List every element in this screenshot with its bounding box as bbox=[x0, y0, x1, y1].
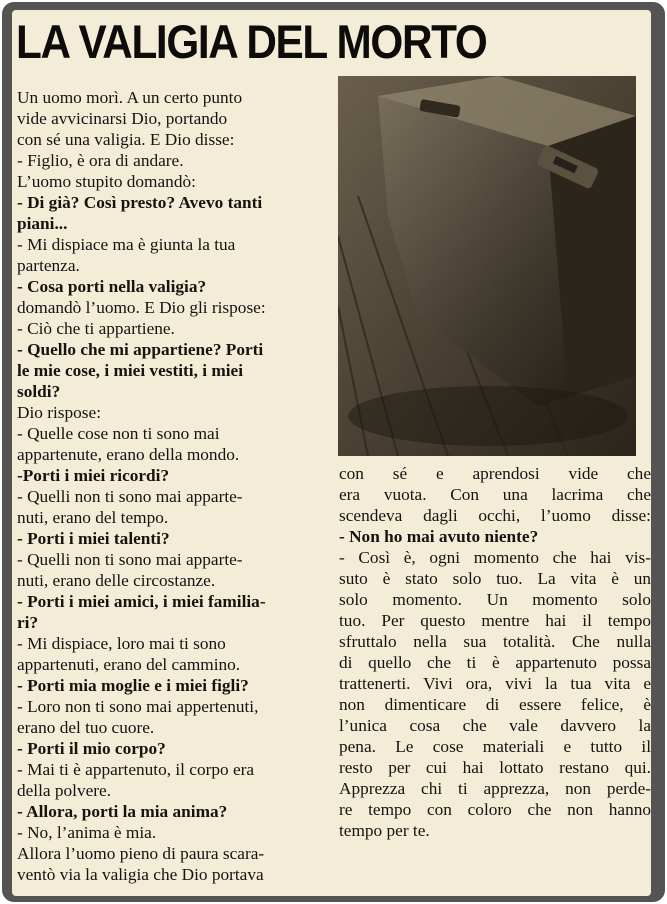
text-line: appartenute, erano della mondo. bbox=[17, 445, 240, 464]
text-line: L’uomo stupito domandò: bbox=[17, 172, 196, 191]
text-line: sfruttalo nella sua totalità. Che nulla bbox=[339, 632, 651, 651]
text-line: partenza. bbox=[17, 256, 80, 275]
text-line: appartenuti, erano del cammino. bbox=[17, 655, 241, 674]
suitcase-photo bbox=[338, 76, 636, 456]
text-line: - Figlio, è ora di andare. bbox=[17, 151, 184, 170]
dialogue-question: - Cosa porti nella valigia? bbox=[17, 277, 207, 296]
dialogue-question: - Porti i miei amici, i miei familia- bbox=[17, 592, 266, 611]
text-line: vide avvicinarsi Dio, portando bbox=[17, 109, 228, 128]
article-title: LA VALIGIA DEL MORTO bbox=[16, 15, 487, 68]
text-line: pena. Le cose materiali e tutto il bbox=[339, 737, 651, 756]
dialogue-question: - Non ho mai avuto niente? bbox=[339, 527, 539, 546]
text-line: Un uomo morì. A un certo punto bbox=[17, 88, 243, 107]
dialogue-question: -Porti i miei ricordi? bbox=[17, 466, 170, 485]
text-line: - Quelli non ti sono mai apparte- bbox=[17, 487, 243, 506]
dialogue-question: - Allora, porti la mia anima? bbox=[17, 802, 228, 821]
text-line: suto è stato solo tuo. La vita è un bbox=[339, 569, 651, 588]
text-line: con sé e aprendosi vide che bbox=[339, 464, 651, 483]
right-text-column bbox=[339, 463, 651, 841]
text-line: Apprezza chi ti apprezza, non perde- bbox=[339, 779, 651, 798]
text-line: resto per cui hai lottato restano qui. bbox=[339, 758, 651, 777]
text-line: l’unica cosa che vale davvero la bbox=[339, 716, 651, 735]
dialogue-question: - Porti il mio corpo? bbox=[17, 739, 166, 758]
suitcase-illustration bbox=[338, 76, 636, 456]
left-text-column bbox=[17, 87, 339, 885]
text-line: - Mi dispiace ma è giunta la tua bbox=[17, 235, 236, 254]
text-line: domandò l’uomo. E Dio gli rispose: bbox=[17, 298, 266, 317]
text-line: era vuota. Con una lacrima che bbox=[339, 485, 651, 504]
text-line: nuti, erano del tempo. bbox=[17, 508, 169, 527]
text-line: erano del tuo cuore. bbox=[17, 718, 155, 737]
text-line: Dio rispose: bbox=[17, 403, 102, 422]
text-line: - Mi dispiace, loro mai ti sono bbox=[17, 634, 226, 653]
dialogue-question: le mie cose, i miei vestiti, i miei bbox=[17, 361, 244, 380]
text-line: tuo. Per questo mentre hai il tempo bbox=[339, 611, 651, 630]
text-line: re tempo con coloro che non hanno bbox=[339, 800, 651, 819]
text-line: - No, l’anima è mia. bbox=[17, 823, 157, 842]
dialogue-question: - Quello che mi appartiene? Porti bbox=[17, 340, 264, 359]
text-line: non dimenticare di essere felice, è bbox=[339, 695, 651, 714]
text-line: - Mai ti è appartenuto, il corpo era bbox=[17, 760, 255, 779]
text-line: di quello che ti è appartenuto possa bbox=[339, 653, 651, 672]
text-line: della polvere. bbox=[17, 781, 112, 800]
text-line: scendeva dagli occhi, l’uomo disse: bbox=[339, 506, 651, 525]
text-line: nuti, erano delle circostanze. bbox=[17, 571, 216, 590]
dialogue-question: - Di già? Così presto? Avevo tanti bbox=[17, 193, 263, 212]
text-line: - Ciò che ti appartiene. bbox=[17, 319, 175, 338]
dialogue-question: ri? bbox=[17, 613, 39, 632]
text-line: - Quelli non ti sono mai apparte- bbox=[17, 550, 243, 569]
dialogue-question: piani... bbox=[17, 214, 68, 233]
dialogue-question: soldi? bbox=[17, 382, 61, 401]
text-line: - Quelle cose non ti sono mai bbox=[17, 424, 220, 443]
text-line: solo momento. Un momento solo bbox=[339, 590, 651, 609]
dialogue-question: - Porti i miei talenti? bbox=[17, 529, 170, 548]
text-line: ventò via la valigia che Dio portava bbox=[17, 865, 264, 884]
text-line: - Loro non ti sono mai appertenuti, bbox=[17, 697, 259, 716]
text-line: trattenerti. Vivi ora, vivi la tua vita e bbox=[339, 674, 651, 693]
text-line: - Così è, ogni momento che hai vis- bbox=[339, 548, 651, 567]
text-line: tempo per te. bbox=[339, 821, 430, 840]
newspaper-clipping bbox=[12, 10, 651, 896]
dialogue-question: - Porti mia moglie e i miei figli? bbox=[17, 676, 249, 695]
text-line: Allora l’uomo pieno di paura scara- bbox=[17, 844, 265, 863]
text-line: con sé una valigia. E Dio disse: bbox=[17, 130, 235, 149]
